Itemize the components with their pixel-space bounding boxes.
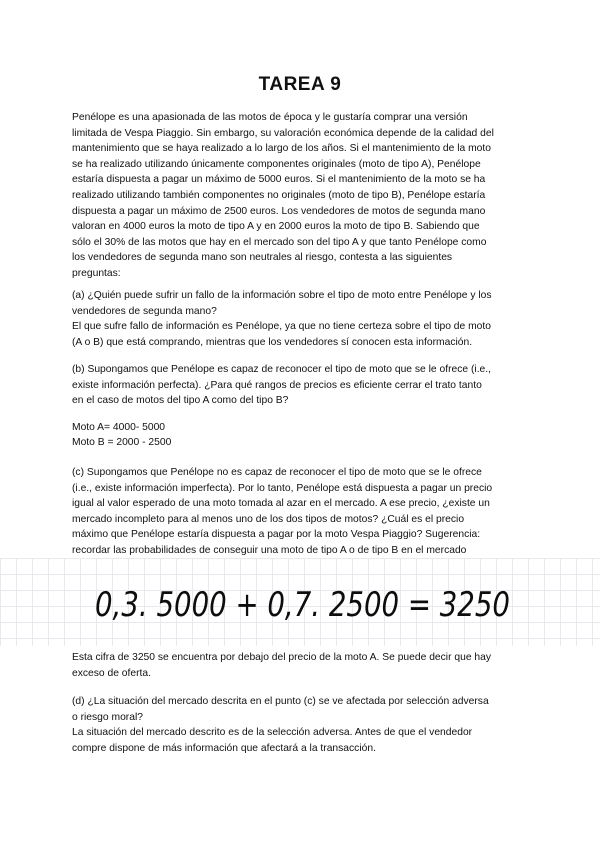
- answer-c: Esta cifra de 3250 se encuentra por debajo del precio de la moto A. Se puede decir que hay exceso de oferta.: [72, 652, 492, 679]
- question-d: (d) ¿La situación del mercado descrita en el punto (c) se ve afectada por selección adversa o riesgo moral?: [72, 696, 489, 723]
- answer-b-moto-a: Moto A= 4000- 5000: [72, 422, 166, 433]
- svg-text:0,3. 5000 + 0,7. 2500 = 3250: 0,3. 5000 + 0,7. 2500 = 3250: [95, 585, 510, 625]
- question-c: (c) Supongamos que Penélope no es capaz de reconocer el tipo de moto que se le ofrece (i.e., existe información imperfecta). Por lo tanto, Penélope está dispuesta a pagar un precio igual al valor esperado de una moto tomada al azar en el mercado. A ese precio, ¿existe un mercado incompleto para al menos uno de los dos tipos de motos? ¿Cuál es el precio máximo que Penélope estaría dispuesta a pagar por la moto Vespa Piaggio? Sugerencia: recordar las probabilidades de conseguir una moto de tipo A o de tipo B en el mercado: [72, 467, 493, 556]
- page-title: TAREA 9: [258, 74, 342, 95]
- handwritten-calculation-text: [0, 558, 600, 646]
- question-b: (b) Supongamos que Penélope es capaz de reconocer el tipo de moto que se le ofrece (i.e., existe información perfecta). ¿Para qué rangos de precios es eficiente cerrar el trato tanto en el caso de motos del tipo A como del tipo B?: [72, 364, 491, 407]
- handwritten-calculation: [0, 558, 600, 646]
- intro-paragraph: Penélope es una apasionada de las motos de época y le gustaría comprar una versión limitada de Vespa Piaggio. Sin embargo, su valoración económica depende de la calidad del mantenimiento que se haya realizado a lo largo de los años. Si el mantenimiento de la moto se ha realizado utilizando únicamente componentes originales (moto de tipo A), Penélope estaría dispuesta a pagar un máximo de 5000 euros. Si el mantenimiento de la moto se ha realizado utilizando también componentes no originales (moto de tipo B), Penélope estaría dispuesta a pagar un máximo de 2500 euros. Los vendedores de motos de segunda mano valoran en 4000 euros la moto de tipo A y en 2000 euros la moto de tipo B. Sabiendo que sólo el 30% de las motos que hay en el mercado son del tipo A y que tanto Penélope como los vendedores de segunda mano son neutrales al riesgo, contesta a las siguientes preguntas:: [72, 112, 494, 279]
- question-a: (a) ¿Quién puede sufrir un fallo de la información sobre el tipo de moto entre Penélope y los vendedores de segunda mano?: [72, 290, 492, 317]
- answer-b-moto-b: Moto B = 2000 - 2500: [72, 437, 172, 448]
- answer-a: El que sufre fallo de información es Penélope, ya que no tiene certeza sobre el tipo de moto (A o B) que está comprando, mientras que los vendedores sí conocen esta información.: [72, 321, 491, 348]
- answer-d: La situación del mercado descrito es de la selección adversa. Antes de que el vendedor compre dispone de más información que afectará a la transacción.: [72, 727, 473, 754]
